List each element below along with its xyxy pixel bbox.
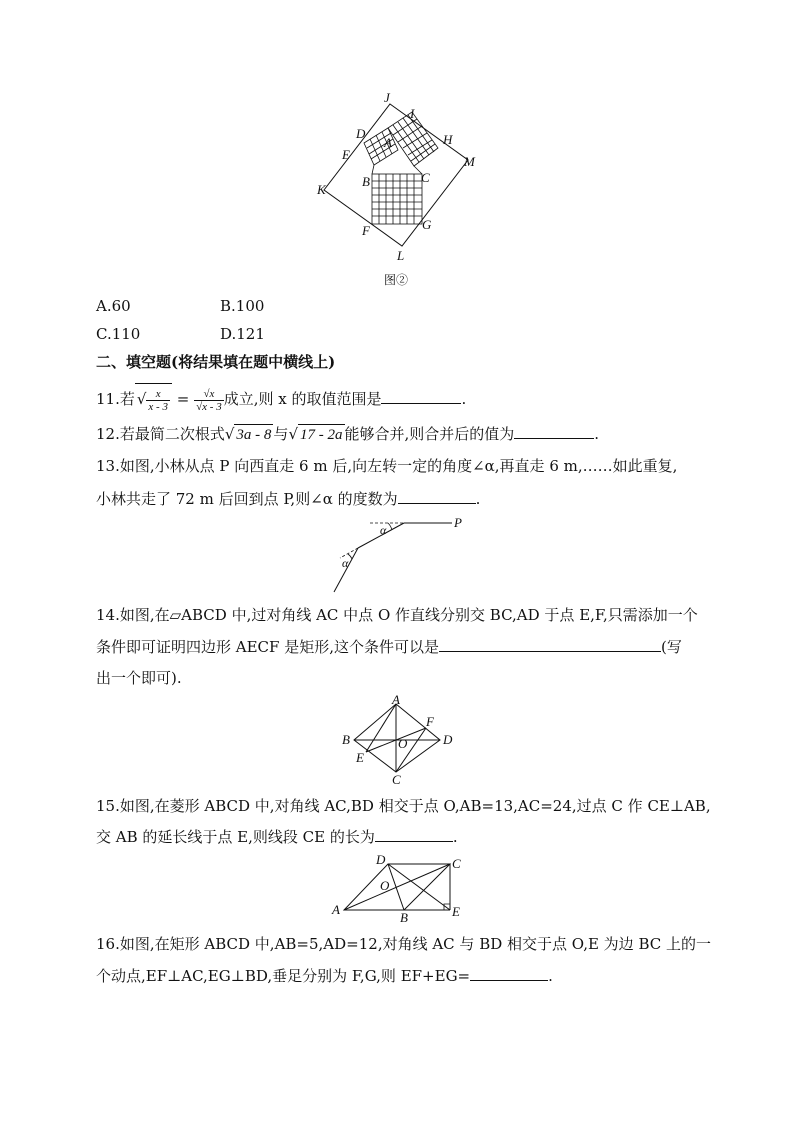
q11-rhs-num: √x <box>194 388 224 401</box>
q12-radical-2: 17 - 2a <box>298 424 345 445</box>
label-D: D <box>356 126 366 141</box>
q13-line-2-text: 小林共走了 72 m 后回到点 P,则∠α 的度数为 <box>96 490 398 508</box>
q11-prefix: 11.若 <box>96 390 135 408</box>
q15-line-1: 15.如图,在菱形 ABCD 中,对角线 AC,BD 相交于点 O,AB=13,AC=24,过点 C 作 CE⊥AB, <box>96 797 711 815</box>
label-alpha-1: α <box>380 523 387 537</box>
label-C: C <box>421 170 430 185</box>
label-E: E <box>452 904 460 919</box>
q16-line-1: 16.如图,在矩形 ABCD 中,AB=5,AD=12,对角线 AC 与 BD 相交于点 O,E 为边 BC 上的一 <box>96 935 712 953</box>
label-A: A <box>384 135 392 150</box>
label-B: B <box>362 174 370 189</box>
q13-end: . <box>475 490 481 508</box>
label-K: K <box>317 182 326 197</box>
figure-q14 <box>336 692 466 788</box>
label-alpha-2: α <box>342 556 349 570</box>
q10-option-b: B.100 <box>220 297 265 315</box>
q14-line-2 <box>96 637 682 657</box>
q11-end: . <box>461 390 467 408</box>
q12-mid: 与 <box>273 425 289 443</box>
label-A: A <box>332 902 340 917</box>
question-11 <box>96 383 466 413</box>
q11-lhs-radical: √ $\frac{x}{x - 3}$ <box>135 383 172 414</box>
label-M: M <box>464 154 475 169</box>
label-A: A <box>392 692 400 707</box>
q11-suffix: 成立,则 x 的取值范围是 <box>223 390 382 408</box>
label-B: B <box>342 732 350 747</box>
q16-line-2 <box>96 966 553 986</box>
label-H: H <box>443 132 453 147</box>
q10-option-a: A.60 <box>96 297 131 315</box>
q12-suffix: 能够合并,则合并后的值为 <box>344 425 515 443</box>
label-C: C <box>452 856 461 871</box>
q15-answer-blank[interactable] <box>375 827 453 842</box>
q11-frac-den: x - 3 <box>148 400 168 413</box>
q15-end: . <box>452 828 458 846</box>
q13-line-1: 13.如图,小林从点 P 向西直走 6 m 后,向左转一定的角度∠α,再直走 6 m,……如此重复, <box>96 457 678 475</box>
figure-q13 <box>318 512 478 602</box>
label-D: D <box>443 732 453 747</box>
q15-line-2 <box>96 827 458 847</box>
q10-option-c: C.110 <box>96 325 141 343</box>
label-P: P <box>454 515 462 530</box>
q13-answer-blank[interactable] <box>398 489 476 504</box>
q11-answer-blank[interactable] <box>381 389 461 404</box>
q10-option-d: D.121 <box>220 325 265 343</box>
q11-eq: = <box>176 390 190 408</box>
q12-answer-blank[interactable] <box>514 424 594 439</box>
label-E: E <box>356 750 364 765</box>
q16-answer-blank[interactable] <box>470 966 548 981</box>
label-L: L <box>397 248 405 263</box>
figure-q15 <box>328 852 468 924</box>
q11-rhs-den: √x - 3 <box>196 400 222 413</box>
label-G: G <box>422 217 432 232</box>
section-2-heading: 二、填空题(将结果填在题中横线上) <box>96 353 336 371</box>
q14-line-3: 出一个即可). <box>96 669 182 687</box>
q15-line-2-text: 交 AB 的延长线于点 E,则线段 CE 的长为 <box>96 828 375 846</box>
q16-end: . <box>548 967 553 985</box>
q14-answer-blank[interactable] <box>439 637 661 652</box>
q12-end: . <box>594 425 600 443</box>
label-O: O <box>380 878 390 893</box>
figure-2-caption: 图② <box>384 273 409 287</box>
q14-line-2-end: (写 <box>660 638 682 656</box>
q12-radical-1: 3a - 8 <box>234 424 273 445</box>
figure-q15-svg <box>328 852 468 924</box>
question-12: 12.若最简二次根式√ 3a - 8 与√ 17 - 2a 能够合并,则合并后的值为 . <box>96 425 600 443</box>
label-E: E <box>342 147 350 162</box>
q12-prefix: 12.若最简二次根式 <box>96 425 225 443</box>
q11-frac-num: x <box>146 388 170 401</box>
label-B: B <box>400 910 408 925</box>
label-F: F <box>426 714 434 729</box>
q13-line-2 <box>96 489 480 509</box>
label-J: J <box>384 90 390 105</box>
q16-line-2-text: 个动点,EF⊥AC,EG⊥BD,垂足分别为 F,G,则 EF+EG= <box>96 967 471 985</box>
label-O: O <box>398 736 408 751</box>
q14-line-1: 14.如图,在▱ABCD 中,过对角线 AC 中点 O 作直线分别交 BC,AD 于点 E,F,只需添加一个 <box>96 606 698 624</box>
figure-2 <box>300 88 500 288</box>
label-D: D <box>376 852 386 867</box>
label-I: I <box>410 106 415 121</box>
label-F: F <box>362 223 370 238</box>
q14-line-2-text: 条件即可证明四边形 AECF 是矩形,这个条件可以是 <box>96 638 439 656</box>
label-C: C <box>392 772 401 787</box>
